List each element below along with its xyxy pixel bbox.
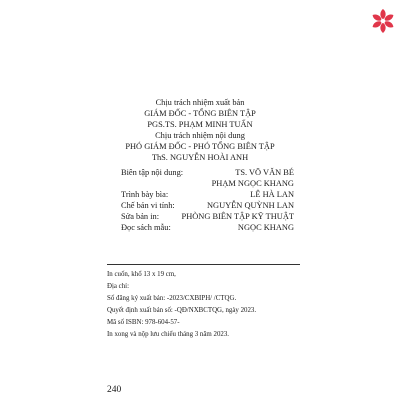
- publish-name: PGS.TS. PHẠM MINH TUẤN: [147, 120, 253, 129]
- imprint-line: In xong và nộp lưu chiểu tháng 3 năm 2023.: [107, 331, 230, 338]
- credit-label: Sửa bản in:: [121, 212, 160, 221]
- page-number: 240: [107, 385, 122, 395]
- imprint-line: In cuốn, khổ 13 x 19 cm,: [107, 271, 176, 278]
- imprint-line: Quyết định xuất bản số: -QĐ/NXBCTQG, ngày 2023.: [107, 307, 257, 314]
- credit-label: Biên tập nội dung:: [121, 168, 184, 177]
- credit-value: PHẠM NGỌC KHANG: [211, 179, 294, 188]
- divider: [107, 264, 300, 265]
- content-heading: Chịu trách nhiệm nội dung: [155, 131, 245, 140]
- credit-label: Chế bản vi tính:: [121, 201, 175, 210]
- credit-value: TS. VÕ VĂN BÉ: [235, 168, 294, 177]
- imprint-line: Số đăng ký xuất bản: -2023/CXBIPH/ /CTQG.: [107, 295, 237, 302]
- credit-value: LÊ HÀ LAN: [250, 190, 294, 199]
- credit-label: Đọc sách mẫu:: [121, 223, 171, 232]
- publish-heading: Chịu trách nhiệm xuất bản: [155, 98, 245, 107]
- credit-value: NGỌC KHANG: [237, 223, 294, 232]
- credit-value: NGUYỄN QUỲNH LAN: [207, 201, 294, 210]
- logo-petal: [380, 23, 385, 34]
- imprint-line: Địa chỉ:: [107, 283, 130, 290]
- publish-role: GIÁM ĐỐC - TỔNG BIÊN TẬP: [144, 109, 256, 118]
- content-role: PHÓ GIÁM ĐỐC - PHÓ TỔNG BIÊN TẬP: [125, 142, 275, 151]
- credit-label: Trình bày bìa:: [121, 190, 169, 199]
- credit-value: PHÒNG BIÊN TẬP KỸ THUẬT: [181, 212, 294, 221]
- flower-logo-icon: [370, 8, 396, 34]
- imprint-line: Mã số ISBN: 978-604-57-: [107, 319, 180, 326]
- logo-petal: [380, 9, 385, 20]
- content-name: ThS. NGUYỄN HOÀI ANH: [151, 153, 249, 162]
